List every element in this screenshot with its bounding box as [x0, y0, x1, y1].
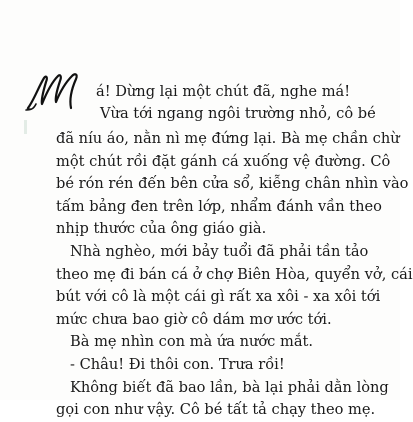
line-6: tấm bảng đen trên lớp, nhẩm đánh vần theo [56, 197, 382, 215]
line-2: Vừa tới ngang ngôi trường nhỏ, cô bé [100, 105, 376, 122]
line-13: - Châu! Đi thôi con. Trưa rồi! [70, 355, 285, 373]
line-3: đã níu áo, nằn nì mẹ đứng lại. Bà mẹ chần chừ [56, 130, 400, 147]
dropcap-m-icon [24, 64, 84, 124]
line-15: gọi con như vậy. Cô bé tất tả chạy theo mẹ. [56, 401, 376, 419]
line-1: á! Dừng lại một chút đã, nghe má! [96, 83, 351, 100]
line-11: mức chưa bao giờ cô dám mơ ước tới. [56, 310, 332, 328]
line-14: Không biết đã bao lần, bà lại phải dằn lòng [70, 378, 389, 396]
line-9: theo mẹ đi bán cá ở chợ Biên Hòa, quyển vở, cái [56, 265, 413, 283]
margin-mark [24, 120, 27, 134]
dialogue-dash: - [26, 98, 32, 117]
line-7: nhịp thước của ông giáo già. [56, 220, 267, 238]
line-12: Bà mẹ nhìn con mà ứa nước mắt. [70, 333, 314, 351]
line-4: một chút rồi đặt gánh cá xuống vệ đường. Cô [56, 152, 391, 170]
line-10: bút với cô là một cái gì rất xa xôi - xa xôi tới [56, 288, 381, 306]
decorative-dropcap [24, 64, 84, 124]
body-text [56, 128, 413, 422]
line-5: bé rón rén đến bên cửa sổ, kiễng chân nhìn vào [56, 175, 409, 193]
line-8: Nhà nghèo, mới bảy tuổi đã phải tần tảo [70, 242, 369, 260]
